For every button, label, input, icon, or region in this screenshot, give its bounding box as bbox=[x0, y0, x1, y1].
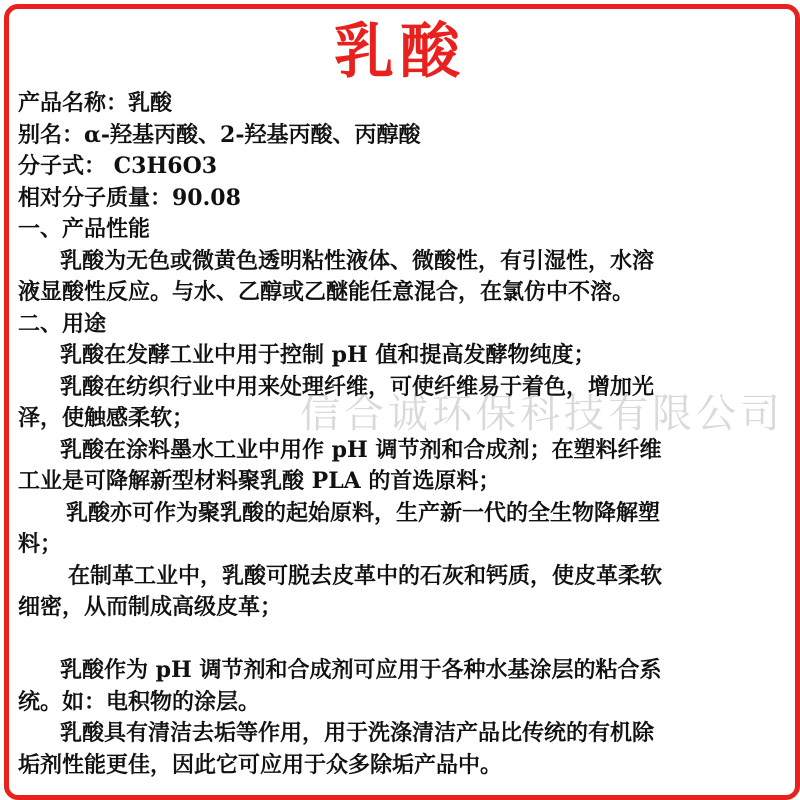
uses-line: 垢剂性能更佳，因此它可应用于众多除垢产品中。 bbox=[18, 751, 503, 778]
properties-line: 乳酸为无色或微黄色透明粘性液体、微酸性，有引湿性，水溶 bbox=[60, 247, 655, 274]
section-heading-properties: 一、产品性能 bbox=[18, 216, 151, 242]
uses-line: 在制革工业中，乳酸可脱去皮革中的石灰和钙质，使皮革柔软 bbox=[68, 562, 663, 589]
section-heading-uses: 二、用途 bbox=[18, 310, 107, 337]
uses-line: 工业是可降解新型材料聚乳酸 PLA 的首选原料； bbox=[18, 468, 501, 494]
uses-line: 乳酸具有清洁去垢等作用，用于洗涤清洁产品比传统的有机除 bbox=[60, 720, 655, 746]
uses-line: 泽，使触感柔软； bbox=[18, 405, 195, 431]
uses-line: 乳酸在涂料墨水工业中用作 pH 调节剂和合成剂；在塑料纤维 bbox=[60, 436, 662, 463]
company-watermark: 信合诚环保科技有限公司 bbox=[300, 391, 784, 437]
product-name: 产品名称：乳酸 bbox=[18, 90, 173, 116]
product-alias: 别名：α-羟基丙酸、2-羟基丙酸、丙醇酸 bbox=[18, 121, 421, 148]
uses-line: 乳酸在纺织行业中用来处理纤维，可使纤维易于着色，增加光 bbox=[60, 373, 655, 400]
uses-line: 乳酸作为 pH 调节剂和合成剂可应用于各种水基涂层的粘合系 bbox=[60, 657, 662, 683]
page-title: 乳酸 bbox=[334, 17, 466, 87]
uses-line: 统。如：电积物的涂层。 bbox=[18, 688, 261, 715]
uses-line: 乳酸亦可作为聚乳酸的起始原料，生产新一代的全生物降解塑 bbox=[66, 499, 661, 526]
molecular-weight: 相对分子质量：90.08 bbox=[18, 184, 241, 211]
properties-line: 液显酸性反应。与水、乙醇或乙醚能任意混合，在氯仿中不溶。 bbox=[18, 279, 635, 305]
molecular-formula: 分子式： C3H6O3 bbox=[18, 153, 218, 179]
uses-line: 料； bbox=[18, 531, 63, 557]
paragraph-gap bbox=[18, 624, 784, 656]
uses-line: 细密，从而制成高级皮革； bbox=[18, 594, 283, 620]
uses-line: 乳酸在发酵工业中用于控制 pH 值和提高发酵物纯度； bbox=[60, 342, 596, 368]
